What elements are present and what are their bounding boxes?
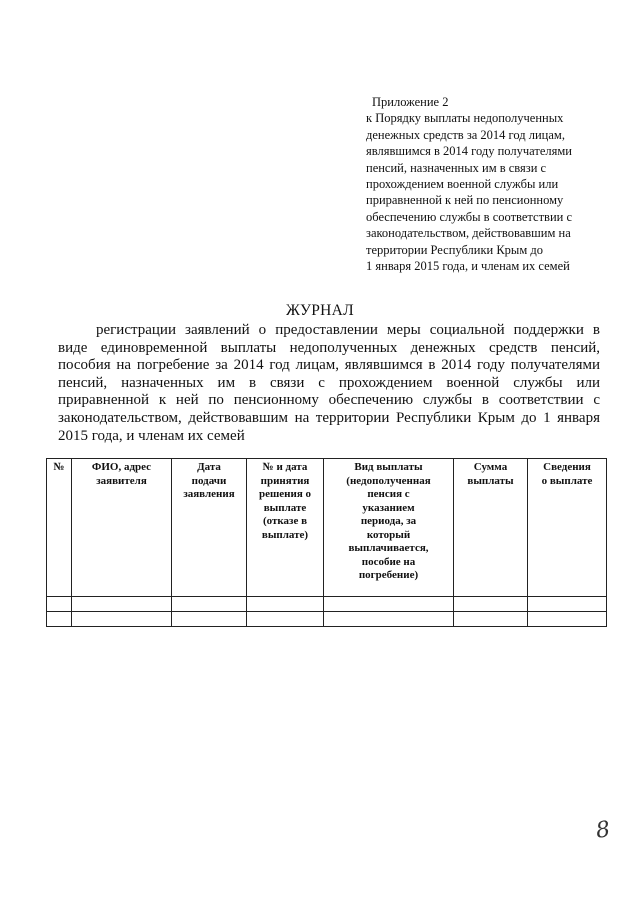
description-line: пенсий, назначенных им в связи с прохождением военной службы или xyxy=(58,374,600,391)
description-line: 2015 года, и членам их семей xyxy=(58,427,245,444)
table-cell[interactable] xyxy=(454,597,528,612)
journal-title: ЖУРНАЛ xyxy=(286,302,354,319)
header-payment-info: Сведения о выплате xyxy=(528,459,607,597)
header-payment-type: Вид выплаты (недополученная пенсия с указанием периода, за который выплачивается, пособие на погребение) xyxy=(324,459,454,597)
table-cell[interactable] xyxy=(172,612,247,627)
appendix-line: территории Республики Крым до xyxy=(366,242,543,257)
table-cell[interactable] xyxy=(324,597,454,612)
table-cell[interactable] xyxy=(528,612,607,627)
description-line: пособия на погребение за 2014 год лицам, являвшимся в 2014 году получателями xyxy=(58,357,600,374)
table-cell[interactable] xyxy=(172,597,247,612)
description-line: приравненной к ней по пенсионному обеспечению службы в соответствии с xyxy=(58,392,600,409)
header-decision: № и дата принятия решения о выплате (отказе в выплате) xyxy=(247,459,324,597)
table-cell[interactable] xyxy=(247,612,324,627)
appendix-line: к Порядку выплаты недополученных xyxy=(366,111,564,126)
table-cell[interactable] xyxy=(47,612,72,627)
appendix-line: Приложение 2 xyxy=(372,95,449,109)
table-cell[interactable] xyxy=(247,597,324,612)
registration-table xyxy=(46,458,607,627)
description-line: виде единовременной выплаты недополученных денежных средств пенсий, xyxy=(58,339,600,356)
header-number: № xyxy=(47,459,72,597)
description-line: регистрации заявлений о предоставлении меры социальной поддержки в xyxy=(96,322,600,338)
journal-description xyxy=(58,322,600,445)
appendix-line: пенсий, назначенных им в связи с xyxy=(366,160,547,175)
header-application-date: Дата подачи заявления xyxy=(172,459,247,597)
appendix-line: являвшимся в 2014 году получателями xyxy=(366,144,572,159)
table-header-row xyxy=(47,459,607,597)
table-cell[interactable] xyxy=(47,597,72,612)
appendix-line: приравненной к ней по пенсионному xyxy=(366,193,564,208)
appendix-block xyxy=(366,94,628,274)
header-applicant: ФИО, адрес заявителя xyxy=(72,459,172,597)
table-cell[interactable] xyxy=(528,597,607,612)
table-cell[interactable] xyxy=(454,612,528,627)
description-line: законодательством, действовавшим на территории Республики Крым до 1 января xyxy=(58,409,600,426)
appendix-line: 1 января 2015 года, и членам их семей xyxy=(366,259,570,274)
header-amount: Сумма выплаты xyxy=(454,459,528,597)
appendix-line: денежных средств за 2014 год лицам, xyxy=(366,127,565,142)
appendix-line: законодательством, действовавшим на xyxy=(366,226,571,241)
table-row xyxy=(47,597,607,612)
table-cell[interactable] xyxy=(72,612,172,627)
appendix-line: прохождением военной службы или xyxy=(366,177,559,192)
table-row xyxy=(47,612,607,627)
table-cell[interactable] xyxy=(324,612,454,627)
handwritten-page-number: 8 xyxy=(594,817,612,844)
appendix-line: обеспечению службы в соответствии с xyxy=(366,209,573,224)
table-cell[interactable] xyxy=(72,597,172,612)
